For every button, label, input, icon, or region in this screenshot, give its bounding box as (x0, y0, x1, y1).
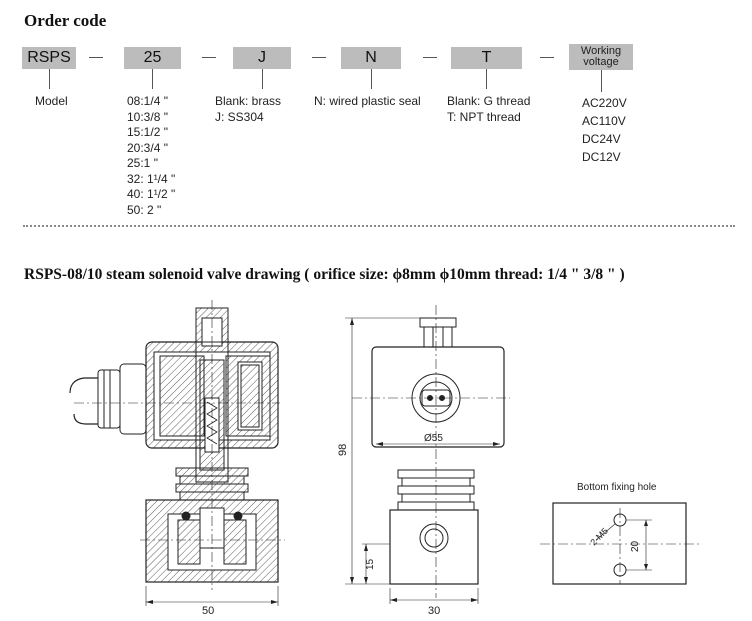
dim-coil-diameter: Ø55 (424, 433, 443, 444)
size-item: 40: 1¹/2 " (127, 187, 176, 201)
bottom-view-drawing (540, 503, 700, 584)
code-material: J (233, 47, 291, 69)
model-label: Model (35, 94, 68, 108)
voltage-item: DC12V (582, 150, 621, 164)
voltage-item: AC220V (582, 96, 627, 110)
material-item: Blank: brass (215, 94, 282, 108)
code-model: RSPS (22, 47, 76, 69)
dim-hole-thread: 2-M5 (588, 525, 610, 548)
section-view-drawing (70, 300, 285, 606)
code-size: 25 (124, 47, 181, 69)
dim-hole-spacing: 20 (630, 540, 641, 552)
thread-item: T: NPT thread (447, 109, 521, 124)
size-item: 32: 1¹/4 " (127, 171, 176, 186)
dim-height-total: 98 (337, 443, 349, 456)
code-thread: T (451, 47, 522, 69)
thread-item: Blank: G thread (447, 94, 531, 108)
dim-base-height: 15 (365, 558, 376, 570)
voltage-item: AC110V (582, 114, 626, 128)
size-item: 08:1/4 " (127, 94, 168, 108)
size-item: 25:1 " (127, 156, 158, 170)
seal-label: N: wired plastic seal (314, 94, 421, 108)
dim-width-left: 50 (202, 605, 215, 617)
size-item: 15:1/2 " (127, 125, 168, 139)
voltage-item: DC24V (582, 132, 621, 146)
size-item: 20:3/4 " (127, 140, 168, 155)
order-code-title: Order code (24, 11, 107, 30)
material-item: J: SS304 (215, 109, 264, 124)
voltage-line2: voltage (583, 56, 619, 68)
drawing-subtitle: RSPS-08/10 steam solenoid valve drawing ( orifice size: ϕ8mm ϕ10mm thread: 1/4 " 3/8 " ) (24, 266, 625, 283)
dim-body-width: 30 (428, 605, 441, 617)
size-item: 50: 2 " (127, 202, 162, 217)
bottom-fixing-label: Bottom fixing hole (577, 482, 657, 493)
code-seal: N (341, 47, 401, 69)
size-item: 10:3/8 " (127, 109, 168, 124)
voltage-line1: Working (580, 45, 622, 57)
